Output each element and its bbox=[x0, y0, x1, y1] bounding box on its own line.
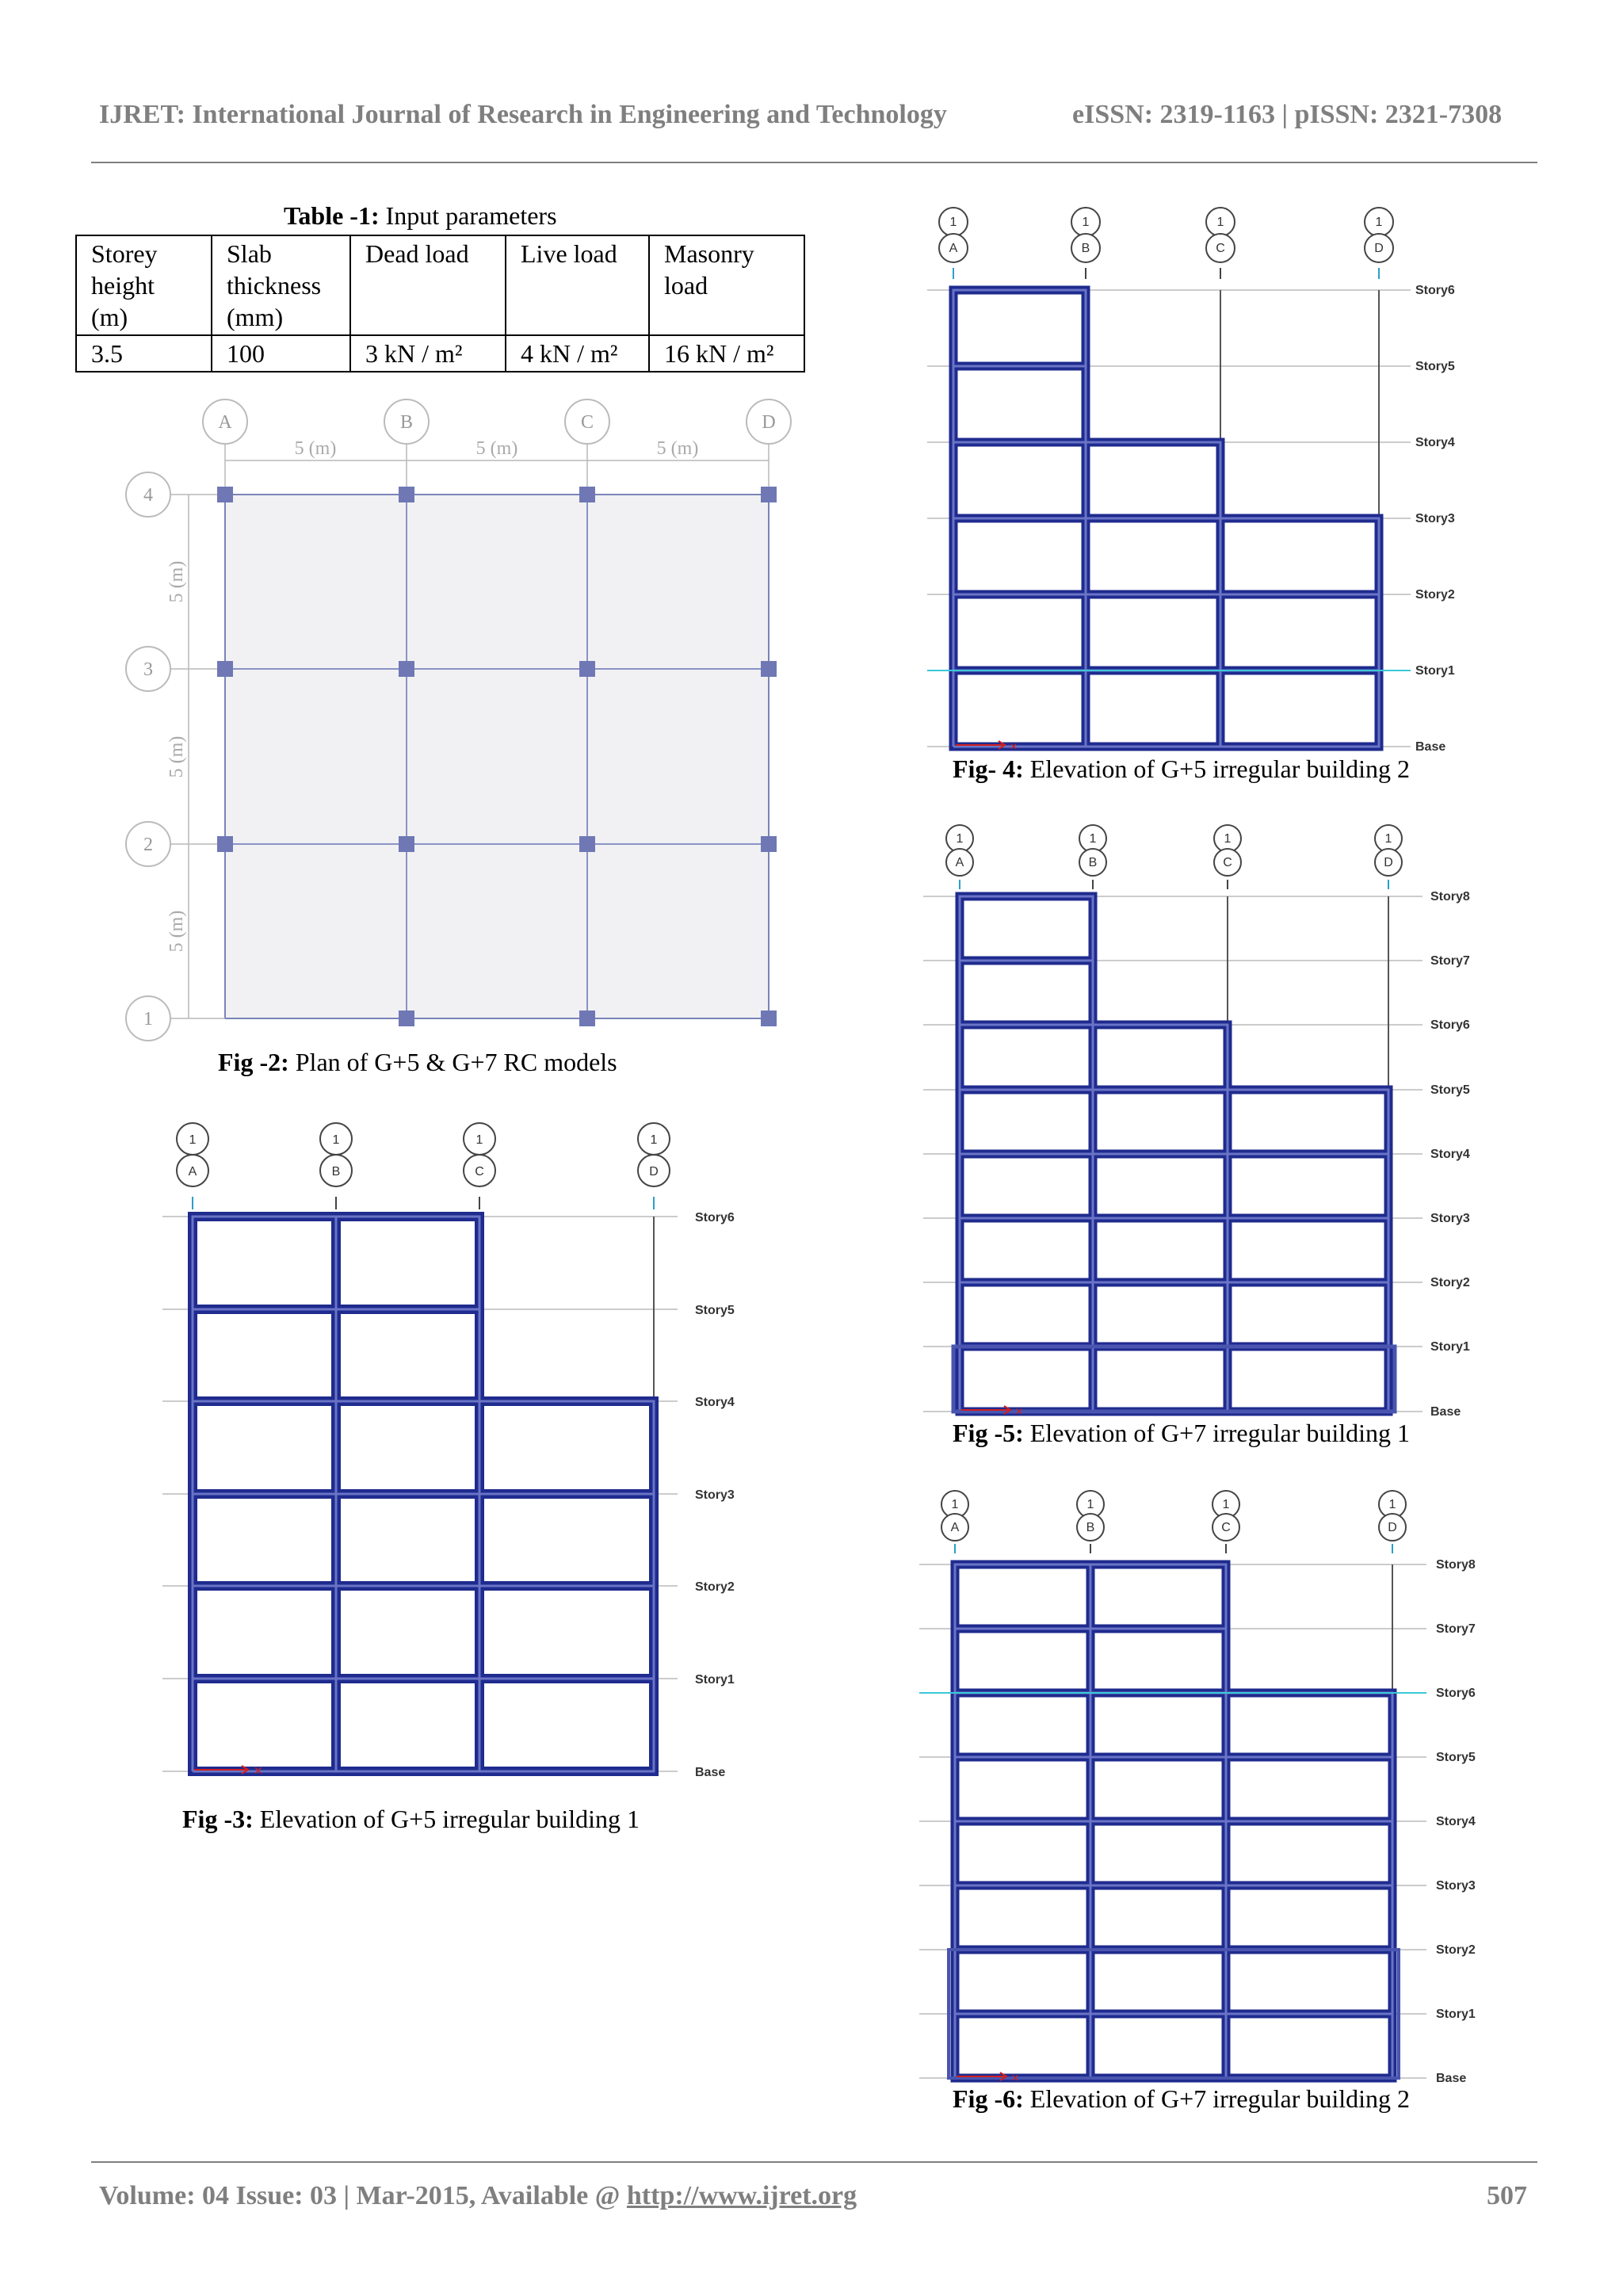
story-label: Story4 bbox=[1430, 1148, 1470, 1161]
svg-text:A: A bbox=[188, 1165, 197, 1179]
story-label: Story8 bbox=[1430, 890, 1470, 904]
fig6-caption: Fig -6: Elevation of G+7 irregular building 2 bbox=[953, 2084, 1411, 2113]
plan-dim-label: 5 (m) bbox=[656, 438, 699, 459]
story-label: Story5 bbox=[1436, 1751, 1476, 1764]
story-label: Story6 bbox=[1436, 1687, 1476, 1700]
story-label: Story2 bbox=[1415, 588, 1455, 602]
grid-bubbles bbox=[939, 208, 1393, 279]
plan-col-label: C bbox=[580, 412, 594, 433]
slab-area bbox=[225, 495, 769, 1018]
story-label: Base bbox=[1415, 740, 1446, 751]
svg-text:C: C bbox=[1221, 1521, 1231, 1534]
svg-text:B: B bbox=[1088, 856, 1098, 869]
svg-text:D: D bbox=[1388, 1521, 1397, 1534]
plan-dim-label: 5 (m) bbox=[166, 735, 187, 778]
svg-text:1: 1 bbox=[1224, 832, 1232, 846]
story-label: Story4 bbox=[1415, 436, 1455, 449]
table1-caption: Table -1: Input parameters bbox=[284, 201, 557, 230]
svg-text:D: D bbox=[1374, 242, 1384, 255]
table-header-cell: Slab thickness (mm) bbox=[212, 235, 350, 335]
footer-url-link[interactable]: http://www.ijret.org bbox=[626, 2181, 857, 2210]
table-cell: 3 kN / m² bbox=[350, 335, 506, 372]
grid-bubbles bbox=[946, 825, 1402, 889]
svg-text:✕: ✕ bbox=[1010, 741, 1018, 751]
plan-column-bubbles bbox=[203, 399, 791, 444]
input-parameters-table bbox=[75, 235, 805, 372]
svg-text:C: C bbox=[1216, 242, 1225, 255]
story-label: Story6 bbox=[1415, 284, 1455, 297]
svg-text:✕: ✕ bbox=[1011, 2073, 1020, 2084]
story-label: Base bbox=[695, 1766, 726, 1779]
svg-text:A: A bbox=[955, 856, 964, 869]
svg-text:1: 1 bbox=[949, 216, 957, 229]
story-label: Story8 bbox=[1436, 1558, 1476, 1572]
table-header-row bbox=[76, 235, 804, 335]
fig3-caption: Fig -3: Elevation of G+5 irregular building 1 bbox=[182, 1805, 640, 1833]
table-cell: 100 bbox=[212, 335, 350, 372]
svg-text:1: 1 bbox=[189, 1133, 197, 1147]
plan-dim-label: 5 (m) bbox=[294, 438, 337, 459]
plan-dim-label: 5 (m) bbox=[166, 560, 187, 603]
table-cell: 3.5 bbox=[76, 335, 212, 372]
plan-col-label: D bbox=[762, 412, 776, 433]
table-header-cell: Dead load bbox=[350, 235, 506, 335]
story-label: Story7 bbox=[1430, 954, 1470, 968]
elevation-g7-building-1 bbox=[923, 824, 1486, 1423]
grid-bubbles bbox=[941, 1491, 1406, 1553]
table-header-cell: Masonry load bbox=[649, 235, 804, 335]
story-label: Story7 bbox=[1436, 1622, 1476, 1636]
svg-text:1: 1 bbox=[1089, 832, 1097, 846]
plan-col-label: A bbox=[218, 412, 232, 433]
story-label: Story3 bbox=[1415, 512, 1455, 525]
svg-text:D: D bbox=[649, 1165, 659, 1179]
story-label: Base bbox=[1430, 1405, 1461, 1419]
story-label: Story6 bbox=[695, 1211, 735, 1224]
story-label: Story4 bbox=[695, 1396, 735, 1409]
story-label: Story1 bbox=[695, 1673, 735, 1687]
footer-rule bbox=[91, 2161, 1537, 2163]
svg-text:✕: ✕ bbox=[1015, 1406, 1024, 1417]
svg-text:1: 1 bbox=[1375, 216, 1383, 229]
svg-text:B: B bbox=[331, 1165, 341, 1179]
elevation-g5-building-1 bbox=[155, 1117, 773, 1799]
fig2-caption: Fig -2: Plan of G+5 & G+7 RC models bbox=[218, 1048, 617, 1076]
story-label: Story3 bbox=[695, 1488, 735, 1502]
plan-row-bubbles bbox=[126, 472, 170, 1041]
story-label: Story6 bbox=[1430, 1018, 1470, 1032]
story-label: Story2 bbox=[695, 1580, 735, 1594]
svg-text:1: 1 bbox=[650, 1133, 658, 1147]
page-number: 507 bbox=[1487, 2181, 1527, 2210]
story-label: Story2 bbox=[1436, 1943, 1476, 1957]
plan-dim-label: 5 (m) bbox=[475, 438, 518, 459]
plan-row-label: 4 bbox=[143, 485, 153, 506]
story-label: Story5 bbox=[695, 1304, 735, 1317]
story-label: Story5 bbox=[1430, 1083, 1470, 1097]
svg-text:1: 1 bbox=[1216, 216, 1224, 229]
table-cell: 4 kN / m² bbox=[506, 335, 649, 372]
story-label: Story1 bbox=[1436, 2008, 1476, 2021]
svg-text:1: 1 bbox=[1222, 1498, 1230, 1511]
running-header-journal: IJRET: International Journal of Research in Engineering and Technology bbox=[99, 100, 947, 129]
svg-text:C: C bbox=[1223, 856, 1232, 869]
table-cell: 16 kN / m² bbox=[649, 335, 804, 372]
svg-text:A: A bbox=[950, 1521, 960, 1534]
table-header-cell: Storey height (m) bbox=[76, 235, 212, 335]
svg-text:B: B bbox=[1081, 242, 1090, 255]
plan-row-label: 1 bbox=[143, 1009, 153, 1030]
running-header-issn: eISSN: 2319-1163 | pISSN: 2321-7308 bbox=[1072, 100, 1503, 129]
svg-text:A: A bbox=[949, 242, 958, 255]
plan-row-label: 3 bbox=[143, 659, 153, 680]
elevation-g7-building-2 bbox=[919, 1490, 1486, 2088]
story-label: Story5 bbox=[1415, 360, 1455, 373]
table-header-cell: Live load bbox=[506, 235, 649, 335]
svg-text:1: 1 bbox=[956, 832, 964, 846]
svg-text:✕: ✕ bbox=[254, 1764, 263, 1777]
plan-row-label: 2 bbox=[143, 835, 153, 855]
svg-text:1: 1 bbox=[1388, 1498, 1396, 1511]
fig4-caption: Fig- 4: Elevation of G+5 irregular building 2 bbox=[953, 755, 1411, 783]
elevation-g5-building-2 bbox=[927, 204, 1482, 751]
svg-text:1: 1 bbox=[1082, 216, 1090, 229]
svg-text:1: 1 bbox=[951, 1498, 959, 1511]
plan-figure bbox=[119, 392, 800, 1058]
plan-dim-label: 5 (m) bbox=[166, 910, 187, 953]
svg-text:D: D bbox=[1384, 856, 1393, 869]
grid-bubbles bbox=[177, 1123, 670, 1209]
fig5-caption: Fig -5: Elevation of G+7 irregular building 1 bbox=[953, 1419, 1411, 1447]
story-label: Story3 bbox=[1430, 1212, 1470, 1225]
header-rule bbox=[91, 162, 1537, 163]
svg-text:B: B bbox=[1086, 1521, 1095, 1534]
story-label: Story1 bbox=[1430, 1340, 1470, 1354]
story-label: Story3 bbox=[1436, 1879, 1476, 1893]
svg-text:1: 1 bbox=[1086, 1498, 1094, 1511]
story-label: Story2 bbox=[1430, 1276, 1470, 1289]
footer-volume: Volume: 04 Issue: 03 | Mar-2015, Available @ http://www.ijret.org bbox=[99, 2181, 857, 2210]
table-row bbox=[76, 335, 804, 372]
story-label: Story1 bbox=[1415, 664, 1455, 678]
plan-col-label: B bbox=[399, 412, 414, 433]
svg-text:C: C bbox=[475, 1165, 484, 1179]
story-label: Story4 bbox=[1436, 1815, 1476, 1828]
svg-text:1: 1 bbox=[332, 1133, 340, 1147]
svg-text:1: 1 bbox=[475, 1133, 483, 1147]
story-label: Base bbox=[1436, 2072, 1467, 2085]
svg-text:1: 1 bbox=[1384, 832, 1392, 846]
